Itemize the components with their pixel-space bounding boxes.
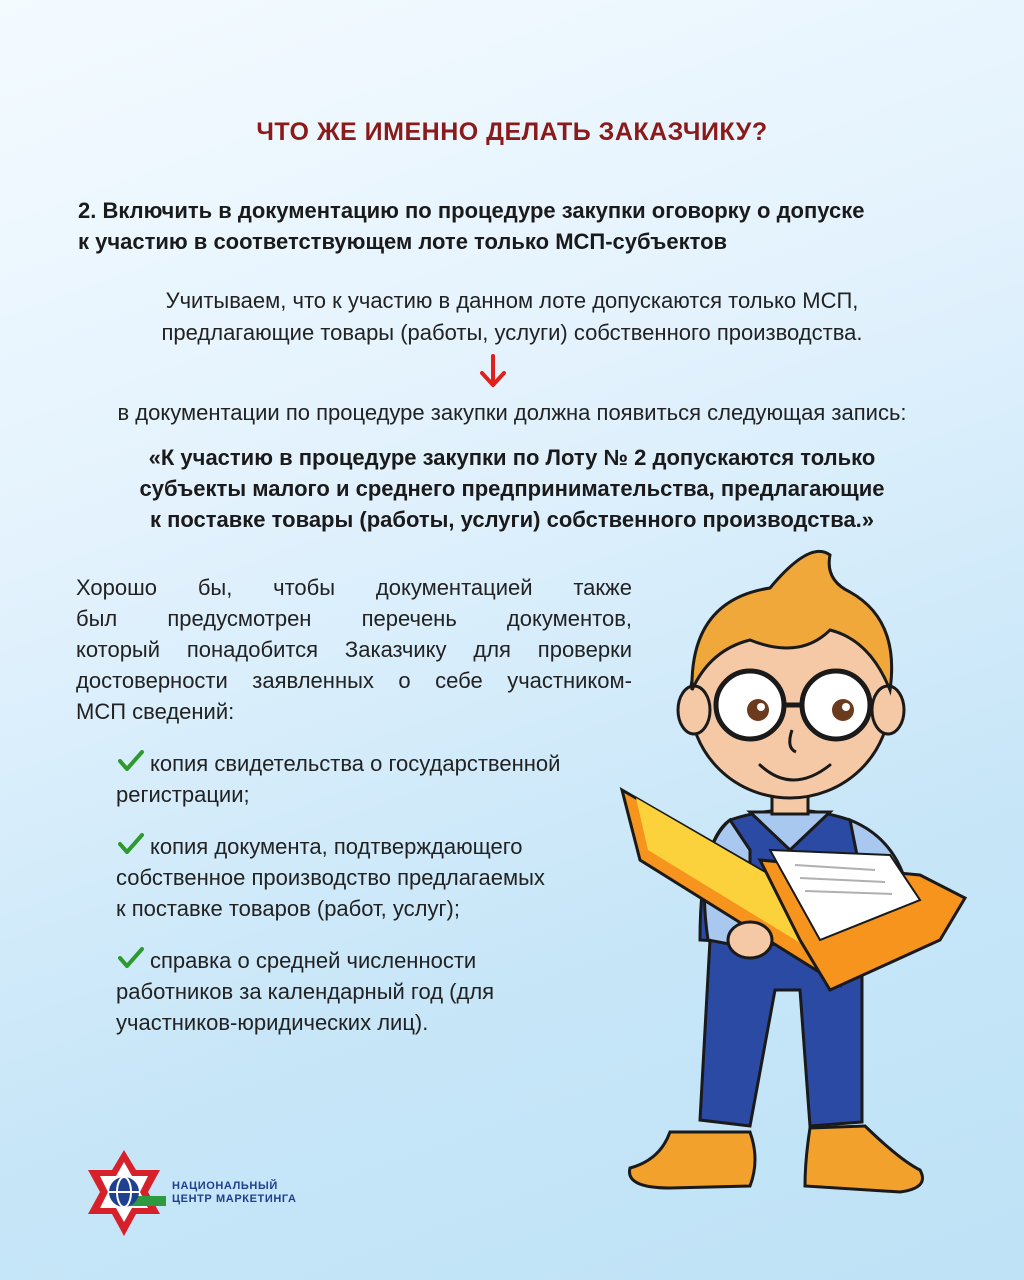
list-item-line: собственное производство предлагаемых [116,865,545,890]
point-line: 2. Включить в документацию по процедуре закупки оговорку о допуске [78,198,865,223]
list-item-line: к поставке товаров (работ, услуг); [116,896,460,921]
list-item [116,945,636,1038]
checkmark-icon [116,749,146,773]
paragraph-line: МСП сведений: [76,699,235,724]
list-item [116,748,636,810]
arrow-down-icon [478,354,508,390]
national-marketing-center-logo [78,1148,170,1238]
list-item-line: регистрации; [116,782,250,807]
quote-line: к поставке товары (работы, услуги) собственного производства.» [149,507,875,532]
list-item [116,831,636,924]
boy-with-folder-illustration [600,520,980,1210]
documents-paragraph [76,572,632,727]
paragraph-line: Хорошо бы, чтобы документацией также [76,575,632,600]
list-item-line: участников-юридических лиц). [116,1010,429,1035]
consider-line: Учитываем, что к участию в данном лоте допускаются только МСП, [165,288,859,313]
point-line: к участию в соответствующем лоте только МСП-субъектов [78,229,728,254]
checkmark-icon [116,832,146,856]
checkmark-icon [116,946,146,970]
list-item-line: справка о средней численности [150,948,477,973]
list-item-line: копия документа, подтверждающего [150,834,523,859]
record-intro-text: в документации по процедуре закупки должна появиться следующая запись: [117,400,907,425]
logo-text [172,1180,297,1206]
quote-line: субъекты малого и среднего предпринимательства, предлагающие [139,476,885,501]
page-heading: ЧТО ЖЕ ИМЕННО ДЕЛАТЬ ЗАКАЗЧИКУ? [256,118,768,146]
documents-list [116,748,636,1059]
consider-text [0,285,1024,349]
list-item-line: копия свидетельства о государственной [150,751,561,776]
logo-text-line: НАЦИОНАЛЬНЫЙ [172,1180,278,1192]
consider-line: предлагающие товары (работы, услуги) собственного производства. [161,320,863,345]
logo-text-line: ЦЕНТР МАРКЕТИНГА [172,1193,297,1205]
paragraph-line: достоверности заявленных о себе участником- [76,668,632,693]
quote-line: «К участию в процедуре закупки по Лоту № 2 допускаются только [148,445,876,470]
paragraph-line: который понадобится Заказчику для проверки [76,637,632,662]
paragraph-line: был предусмотрен перечень документов, [76,606,632,631]
list-item-line: работников за календарный год (для [116,979,495,1004]
point-2-title [78,195,958,257]
